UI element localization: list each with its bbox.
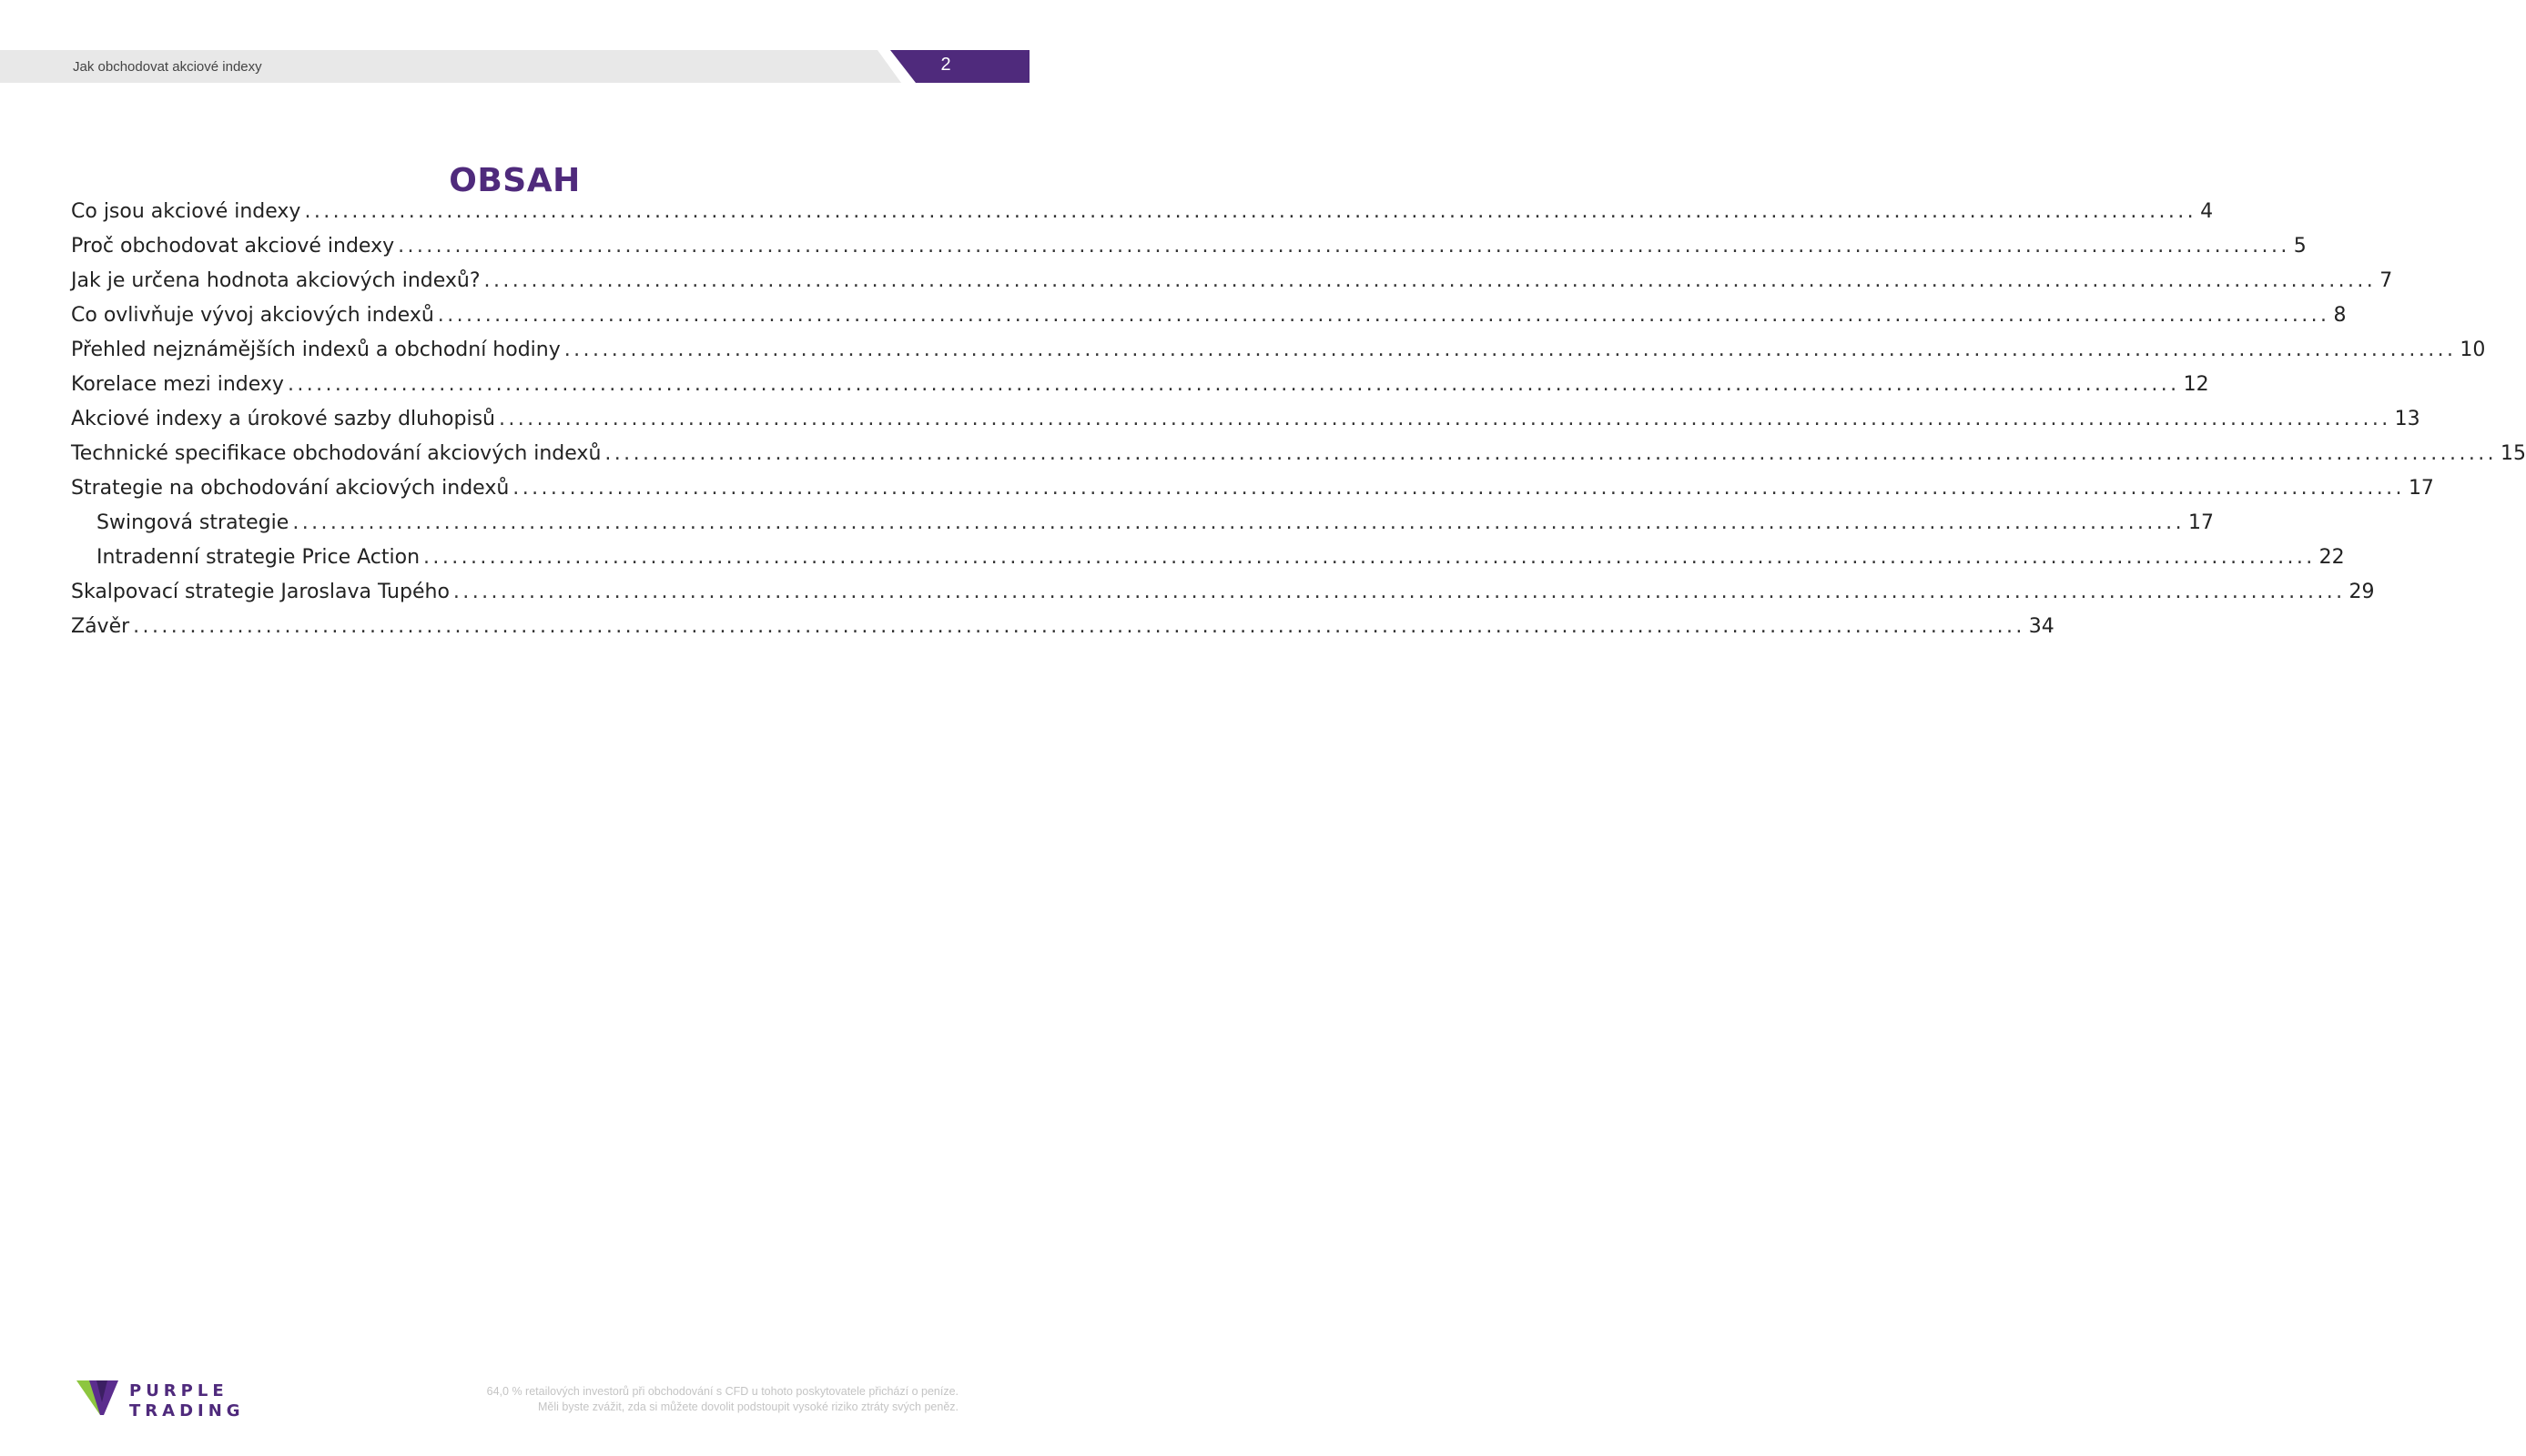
toc-entry[interactable] (71, 442, 2526, 477)
toc-entry[interactable] (71, 373, 2209, 408)
toc-entry-label: Skalpovací strategie Jaroslava Tupého (71, 581, 450, 603)
toc-entry-label: Proč obchodovat akciové indexy (71, 235, 395, 258)
toc-entry-label: Strategie na obchodování akciových indexů (71, 477, 510, 500)
toc-entry-page: 34 (2028, 615, 2054, 638)
toc-entry-label: Co jsou akciové indexy (71, 200, 301, 223)
toc-entry-page: 4 (2200, 200, 2214, 223)
toc-entry-label: Korelace mezi indexy (71, 373, 284, 396)
purple-trading-logo-icon (76, 1379, 120, 1419)
toc-dot-leader: ........................................................................................................................................................................................................ (563, 339, 2457, 361)
toc-entry-page: 15 (2501, 442, 2526, 465)
toc-entry[interactable] (71, 339, 2486, 373)
document-title: Jak obchodovat akciové indexy (73, 59, 262, 75)
toc-dot-leader: ........................................................................................................................................................................................................ (398, 235, 2290, 258)
toc-entry[interactable] (71, 235, 2307, 269)
toc-entry-page: 12 (2183, 373, 2209, 396)
toc-entry-label: Závěr (71, 615, 130, 638)
toc-entry-label: Swingová strategie (96, 511, 289, 534)
toc-entry-page: 10 (2460, 339, 2486, 361)
toc-dot-leader: ........................................................................................................................................................................................................ (292, 511, 2185, 534)
toc-entry[interactable] (71, 581, 2375, 615)
toc-entry-page: 5 (2293, 235, 2307, 258)
toc-entry-page: 29 (2348, 581, 2375, 603)
toc-dot-leader: ........................................................................................................................................................................................................ (423, 546, 2316, 569)
page-header (0, 50, 1030, 83)
toc-entry[interactable] (71, 408, 2420, 442)
toc-entry[interactable] (71, 511, 2214, 546)
disclaimer-line-2: Měli byste zvážit, zda si můžete dovolit podstoupit vysoké riziko ztráty svých peněz. (538, 1400, 959, 1413)
toc-entry[interactable] (71, 477, 2434, 511)
logo-text-purple: PURPLE (129, 1381, 228, 1400)
disclaimer-line-1: 64,0 % retailových investorů při obchodování s CFD u tohoto poskytovatele přichází o peníze. (486, 1385, 959, 1398)
toc-dot-leader: ........................................................................................................................................................................................................ (499, 408, 2391, 430)
toc-entry-page: 7 (2379, 269, 2393, 292)
purple-trading-logo (76, 1379, 249, 1424)
table-of-contents (71, 200, 2526, 650)
toc-entry[interactable] (71, 546, 2345, 581)
toc-dot-leader: ........................................................................................................................................................................................................ (133, 615, 2025, 638)
toc-dot-leader: ........................................................................................................................................................................................................ (512, 477, 2405, 500)
toc-entry-page: 22 (2318, 546, 2345, 569)
risk-disclaimer (394, 1384, 959, 1415)
toc-entry-label: Co ovlivňuje vývoj akciových indexů (71, 304, 434, 327)
toc-entry-page: 13 (2394, 408, 2420, 430)
toc-dot-leader: ........................................................................................................................................................................................................ (483, 269, 2377, 292)
toc-entry[interactable] (71, 200, 2214, 235)
toc-entry-page: 17 (2408, 477, 2434, 500)
toc-entry-page: 8 (2333, 304, 2347, 327)
toc-entry-label: Jak je určena hodnota akciových indexů? (71, 269, 481, 292)
page-number: 2 (940, 55, 951, 75)
toc-dot-leader: ........................................................................................................................................................................................................ (604, 442, 2498, 465)
toc-dot-leader: ........................................................................................................................................................................................................ (304, 200, 2197, 223)
toc-entry-label: Přehled nejznámějších indexů a obchodní hodiny (71, 339, 561, 361)
logo-text-trading: TRADING (129, 1401, 245, 1421)
toc-entry-label: Technické specifikace obchodování akciových indexů (71, 442, 602, 465)
toc-dot-leader: ........................................................................................................................................................................................................ (287, 373, 2180, 396)
toc-entry[interactable] (71, 615, 2054, 650)
header-page-tab (890, 50, 1030, 83)
toc-dot-leader: ........................................................................................................................................................................................................ (452, 581, 2346, 603)
toc-entry-label: Intradenní strategie Price Action (96, 546, 421, 569)
toc-entry[interactable] (71, 304, 2347, 339)
toc-dot-leader: ........................................................................................................................................................................................................ (437, 304, 2330, 327)
toc-entry[interactable] (71, 269, 2393, 304)
toc-entry-label: Akciové indexy a úrokové sazby dluhopisů (71, 408, 495, 430)
toc-entry-page: 17 (2187, 511, 2214, 534)
toc-title: OBSAH (449, 162, 581, 200)
